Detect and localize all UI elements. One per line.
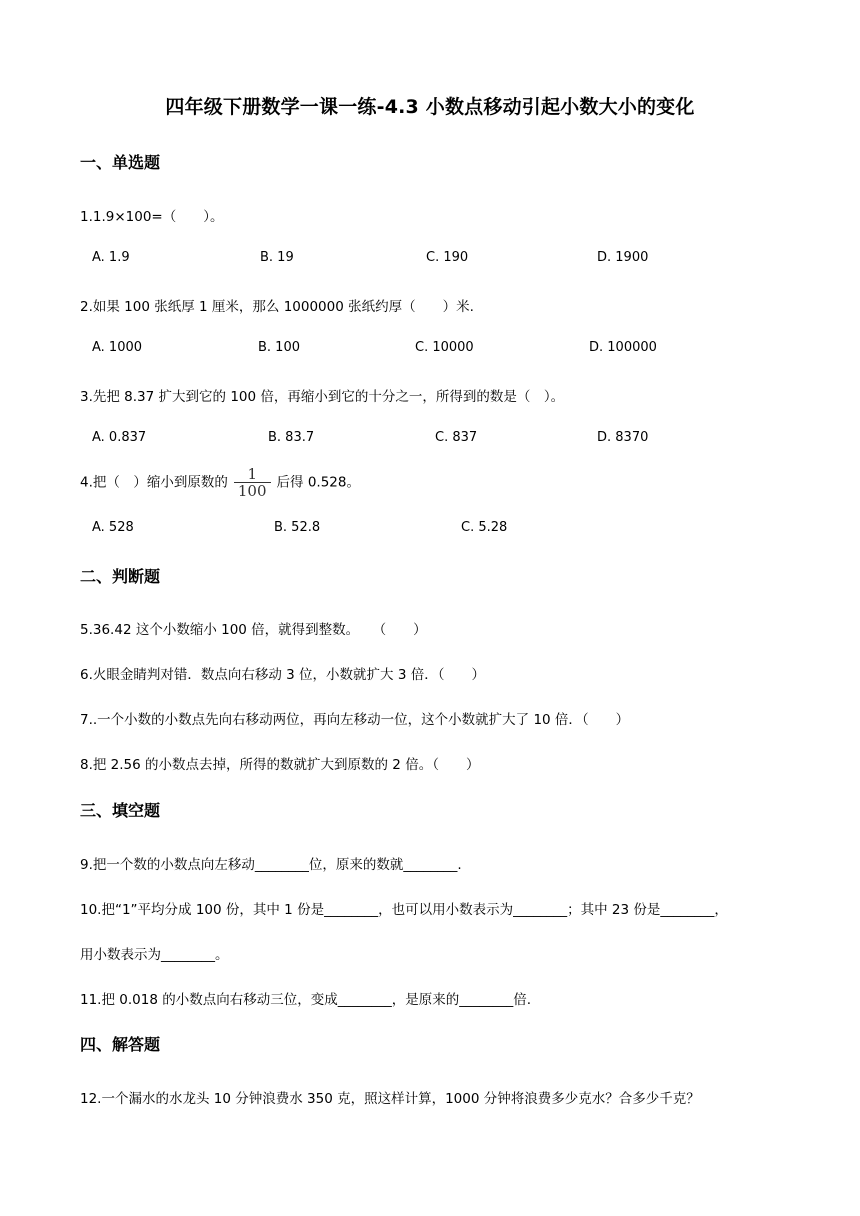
- question-9: 9.把一个数的小数点向左移动________位，原来的数就________.: [80, 857, 462, 873]
- section-answer: 四、解答题: [80, 1035, 161, 1054]
- section-single-choice: 一、单选题: [80, 153, 161, 172]
- section-fill-blank: 三、填空题: [80, 801, 161, 820]
- question-1: 1.1.9×100=（ ）。: [80, 209, 224, 225]
- q1-option-c: C. 190: [426, 250, 469, 265]
- question-8: 8.把 2.56 的小数点去掉，所得的数就扩大到原数的 2 倍。（ ）: [80, 757, 480, 773]
- question-6: 6.火眼金睛判对错．数点向右移动 3 位，小数就扩大 3 倍．（ ）: [80, 667, 485, 683]
- question-10-line-1: 10.把“1”平均分成 100 份，其中 1 份是________，也可以用小数表示为________；其中 23 份是________，: [80, 902, 728, 918]
- q4-option-a: A. 528: [92, 520, 134, 535]
- q1-option-b: B. 19: [260, 250, 294, 265]
- q4-text-before: 4.把（ ）缩小到原数的: [80, 474, 228, 491]
- question-7: 7..一个小数的小数点先向右移动两位，再向左移动一位，这个小数就扩大了 10 倍．（ ）: [80, 712, 630, 728]
- q2-option-d: D. 100000: [589, 340, 657, 355]
- q1-option-a: A. 1.9: [92, 250, 130, 265]
- question-2: 2.如果 100 张纸厚 1 厘米，那么 1000000 张纸约厚（ ）米.: [80, 299, 474, 315]
- q4-text-after: 后得 0.528。: [276, 474, 360, 491]
- question-12: 12.一个漏水的水龙头 10 分钟浪费水 350 克，照这样计算，1000 分钟将浪费多少克水？合多少千克？: [80, 1091, 700, 1107]
- document-title: 四年级下册数学一课一练-4.3 小数点移动引起小数大小的变化: [165, 96, 695, 118]
- q4-fraction: [234, 466, 271, 499]
- q3-option-b: B. 83.7: [268, 430, 315, 445]
- question-3: 3.先把 8.37 扩大到它的 100 倍，再缩小到它的十分之一，所得到的数是（ ）。: [80, 389, 565, 405]
- q2-option-c: C. 10000: [415, 340, 474, 355]
- q3-option-d: D. 8370: [597, 430, 649, 445]
- q4-option-b: B. 52.8: [274, 520, 321, 535]
- q4-fraction-denominator: 100: [234, 482, 271, 499]
- section-true-false: 二、判断题: [80, 567, 161, 586]
- question-4: [80, 466, 360, 499]
- q4-option-c: C. 5.28: [461, 520, 508, 535]
- q3-option-c: C. 837: [435, 430, 478, 445]
- q3-option-a: A. 0.837: [92, 430, 147, 445]
- question-11: 11.把 0.018 的小数点向右移动三位，变成________，是原来的________倍.: [80, 992, 531, 1008]
- question-5: 5.36.42 这个小数缩小 100 倍，就得到整数。 （ ）: [80, 622, 427, 638]
- q1-option-d: D. 1900: [597, 250, 649, 265]
- q4-fraction-numerator: 1: [247, 465, 257, 483]
- q2-option-a: A. 1000: [92, 340, 143, 355]
- q2-option-b: B. 100: [258, 340, 300, 355]
- question-10-line-2: 用小数表示为________。: [80, 947, 229, 963]
